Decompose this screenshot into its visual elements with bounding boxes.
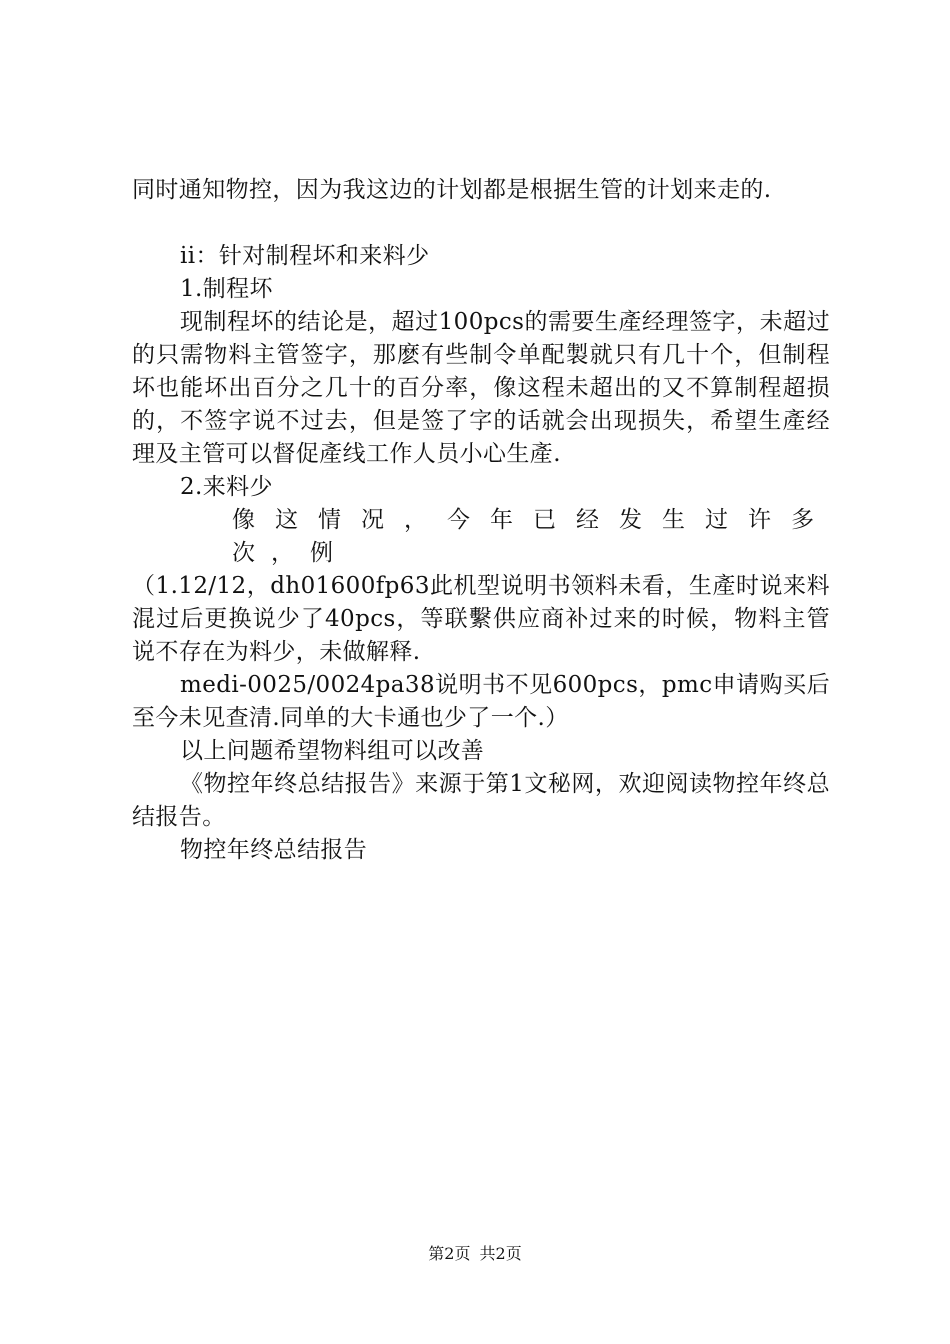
paragraph-example-two: medi-0025/0024pa38说明书不见600pcs，pmc申请购买后至今未见查清.同单的大卡通也少了一个.） <box>132 672 830 731</box>
paragraph-improvement: 以上问题希望物料组可以改善 <box>180 738 485 764</box>
paragraph-closing-title: 物控年终总结报告 <box>180 837 368 863</box>
paragraph-process-damage: 现制程坏的结论是，超过100pcs的需要生產经理签字，未超过的只需物料主管签字，那麽有些制令单配製就只有几十个，但制程坏也能坏出百分之几十的百分率，像这程未超出的又不算制程超损的，不签字说不过去，但是签了字的话就会出现损失，希望生產经理及主管可以督促產线工作人员小心生產. <box>132 309 830 467</box>
section-heading-ii: ii：针对制程坏和来料少 <box>180 243 430 269</box>
document-body <box>132 174 830 867</box>
paragraph-notify-material-control: 同时通知物控，因为我这边的计划都是根据生管的计划来走的. <box>132 177 772 203</box>
page-number: 第2页 <box>428 1244 471 1263</box>
paragraph-example-one: （1.12/12，dh01600fp63此机型说明书领料未看，生產时说来料混过后更换说少了40pcs，等联繫供应商补过来的时候，物料主管说不存在为料少，未做解释. <box>132 573 830 665</box>
page-footer <box>0 1243 950 1265</box>
page-total: 共2页 <box>479 1244 522 1263</box>
subheading-short-material: 2.来料少 <box>180 474 273 500</box>
paragraph-short-material-intro: 像这情况，今年已经发生过许多次，例 <box>232 507 830 566</box>
paragraph-source-note: 《物控年终总结报告》来源于第1文秘网，欢迎阅读物控年终总结报告。 <box>132 771 830 830</box>
subheading-process-damage: 1.制程坏 <box>180 276 273 302</box>
